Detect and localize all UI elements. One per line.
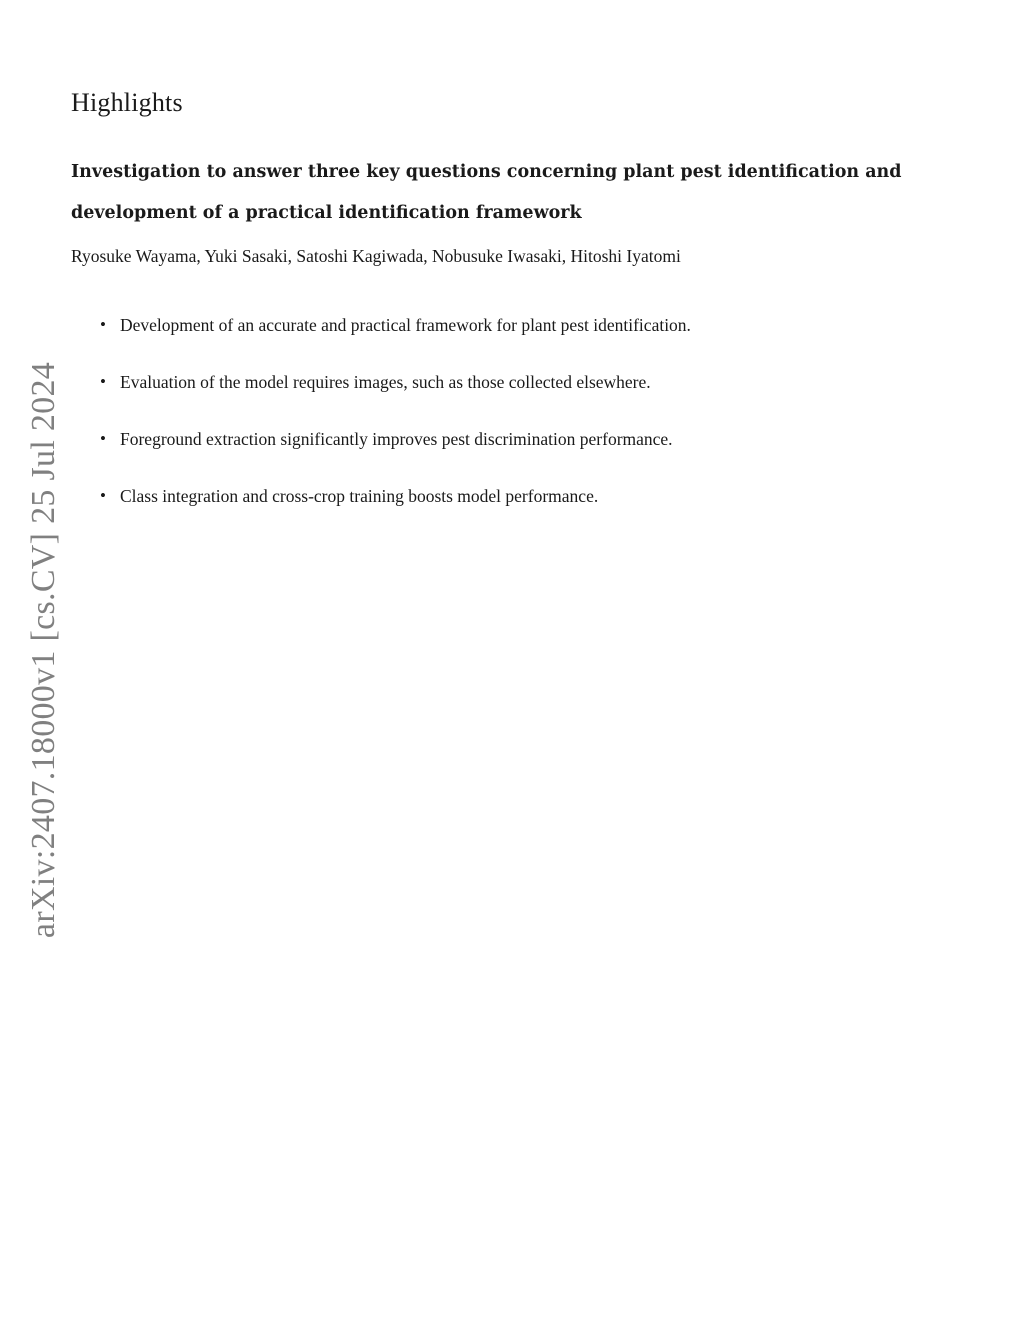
- arxiv-side-stamp: arXiv:2407.18000v1 [cs.CV] 25 Jul 2024: [25, 361, 62, 939]
- highlight-text: Class integration and cross-crop training boosts model performance.: [120, 486, 599, 506]
- highlight-text: Foreground extraction significantly improves pest discrimination performance.: [120, 429, 673, 449]
- bullet-icon: •: [100, 372, 106, 391]
- highlights-heading: Highlights: [71, 88, 183, 117]
- highlight-text: Evaluation of the model requires images, such as those collected elsewhere.: [120, 372, 651, 392]
- highlight-item: [96, 483, 976, 540]
- highlight-item: [96, 312, 976, 369]
- bullet-icon: •: [100, 429, 106, 448]
- highlights-list: [96, 312, 976, 540]
- paper-title: Investigation to answer three key questions concerning plant pest identification and development of a practical identification framework: [71, 162, 902, 223]
- highlight-item: [96, 426, 976, 483]
- author-list: Ryosuke Wayama, Yuki Sasaki, Satoshi Kagiwada, Nobusuke Iwasaki, Hitoshi Iyatomi: [71, 246, 681, 266]
- highlight-item: [96, 369, 976, 426]
- bullet-icon: •: [100, 315, 106, 334]
- highlight-text: Development of an accurate and practical framework for plant pest identification.: [120, 315, 691, 335]
- bullet-icon: •: [100, 486, 106, 505]
